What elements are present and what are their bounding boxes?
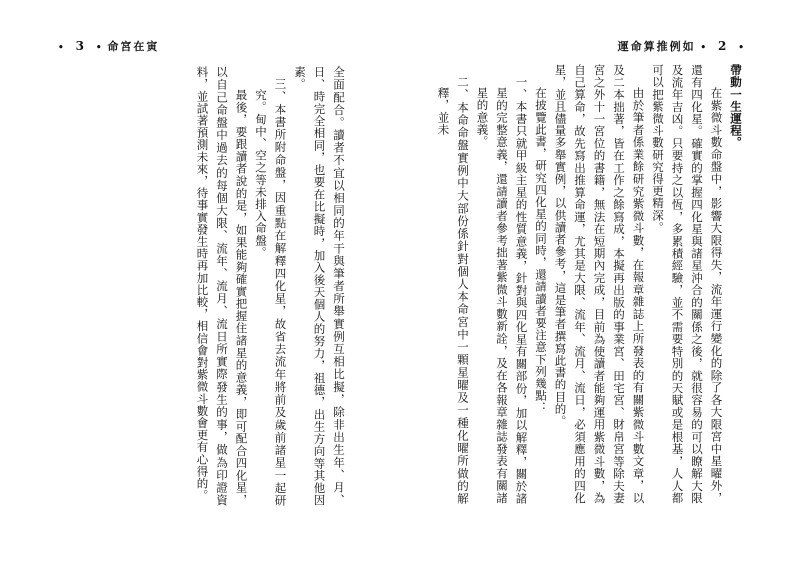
right-paragraph-4: 在披覽此書，研究四化星的同時，還請讀者要注意下列幾點： bbox=[534, 87, 548, 414]
right-paragraph-5: 一、本書只就甲級主星的性質意義，針對與四化星有關部份，加以解釋，關於諸星的完整意義，還請讀者參考拙著紫微斗數新詮，及在各報章雜誌發表有關諸星的意義。 bbox=[475, 75, 529, 504]
left-page-header bbox=[58, 38, 159, 54]
left-paragraph-1: 全面配合。讀者不宜以相同的年干與筆者所舉實例互相比擬，除非出生年、月、日、時完全相同，也要在比擬時，加入後天個人的努力，祖德，出生方向等其他因素。 bbox=[293, 66, 346, 506]
right-paragraph-3: 由於筆者係業餘研究紫微斗數，在報章雜誌上所發表的有關紫微斗數文章，以及二本拙著，皆在工作之餘寫成，本擬再出版的事業宮、田宅宮、財帛宮等除夫妻宮之外十一宮位的書籍，無法在短期內完成，目前為使讀者能夠運用紫微斗數，為自己算命，故先寫出推算命運，尤其是大限、流年、流月、流日，必須應用的四化星，並且儘量多舉實例，以供讀者參考，這是筆者撰寫此書的目的。 bbox=[553, 64, 646, 504]
right-paragraph-1: 帶動一生運程。 bbox=[729, 64, 743, 149]
right-paragraph-2: 在紫微斗數命盤中，影響大限得失，流年運行變化的除了各大限宮中星曜外，還有四化星。確實的掌握四化星與諸星沖合的關係之後，就很容易的可以瞭解大限及流年吉凶。只要持之以恆，多累積經驗，並不需要特別的天賦或是根基，人人都可以把紫微斗數研究得更精深。 bbox=[651, 64, 724, 504]
right-page bbox=[396, 0, 793, 564]
right-running-title: 運命算推例如 bbox=[617, 40, 696, 53]
left-paragraph-3: 最後，要跟讀者說的是，如果能夠確實把握住諸星的意義，即可配合四化星，以自己命盤中過去的每個大限、流年、流月、流日所實際發生的事，做為印證資料，並試著預測未來，待事實發生時再加比較，相信會對紫微斗數會更有心得的。 bbox=[195, 66, 249, 506]
right-header-dot-2: • bbox=[738, 43, 745, 53]
left-page-body bbox=[98, 66, 348, 506]
left-page bbox=[0, 0, 396, 564]
left-header-dot-2: • bbox=[95, 43, 103, 53]
right-page-header bbox=[618, 38, 745, 54]
right-page-number: 2 bbox=[718, 39, 728, 53]
left-page-number: 3 bbox=[75, 39, 85, 53]
left-header-dot: • bbox=[58, 43, 65, 53]
left-running-title: 命宮在寅 bbox=[107, 40, 160, 53]
right-page-body bbox=[415, 64, 745, 504]
right-header-dot: • bbox=[700, 43, 708, 53]
right-paragraph-6: 二、本命命盤實例中大部份係針對個人本命宮中一顆星曜及一種化曜所做的解釋，並未 bbox=[436, 75, 470, 504]
left-paragraph-2: 三、本書所附命盤，因重點在解釋四化星，故省去流年將前及歲前諸星一起研究。甸中、空之等未排入命盤。 bbox=[254, 77, 288, 506]
